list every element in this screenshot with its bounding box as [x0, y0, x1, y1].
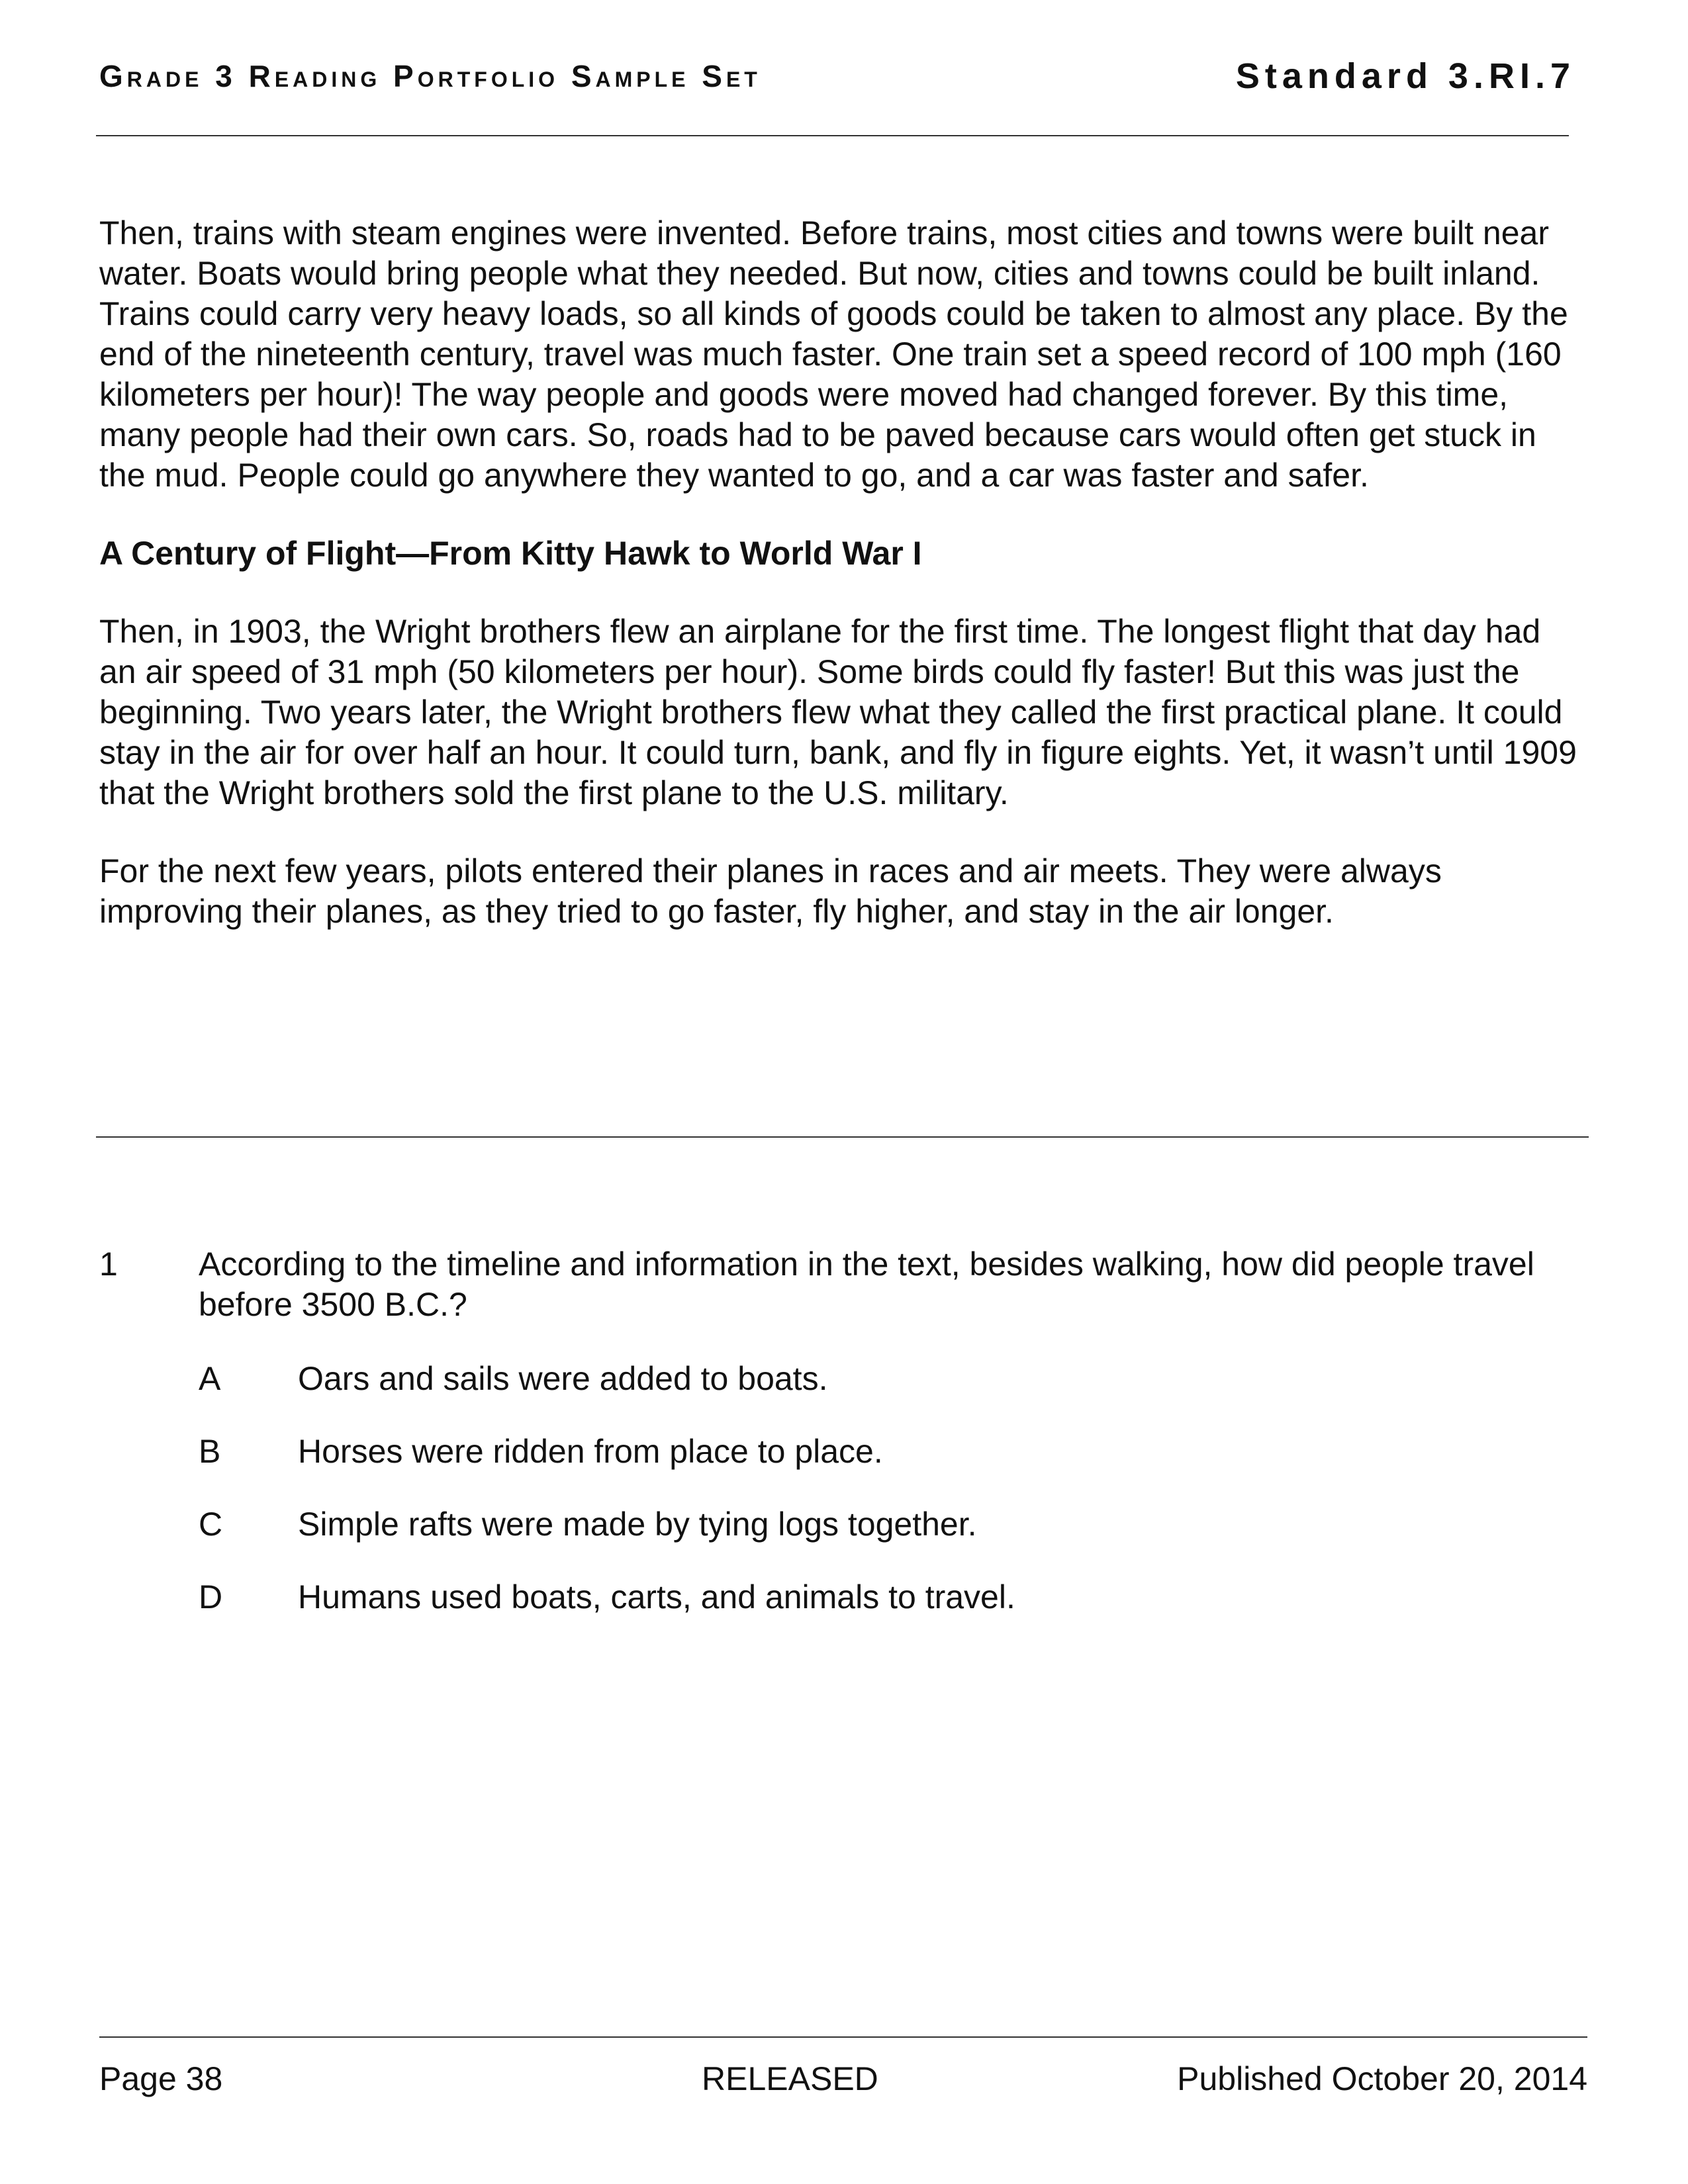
answer-choice-b[interactable]	[199, 1432, 1582, 1472]
publish-date: Published October 20, 2014	[1177, 2060, 1587, 2097]
answer-choice-d[interactable]	[199, 1577, 1582, 1617]
answer-choice-c[interactable]	[199, 1504, 1582, 1545]
passage-paragraph: Then, trains with steam engines were invented. Before trains, most cities and towns were built near water. Boats would bring people what they needed. But now, cities and towns could be built inland. Trains could carry very heavy loads, so all kinds of goods could be taken to almost any place. By the end of the nineteenth century, travel was much faster. One train set a speed record of 100 mph (160 kilometers per hour)! The way people and goods were moved had changed forever. By this time, many people had their own cars. So, roads had to be paved because cars would often get stuck in the mud. People could go anywhere they wanted to go, and a car was faster and safer.	[99, 214, 1568, 494]
answer-choices	[199, 1359, 1582, 1617]
reading-passage	[99, 213, 1582, 970]
choice-letter: C	[199, 1506, 223, 1543]
choice-text: Humans used boats, carts, and animals to travel.	[298, 1578, 1015, 1615]
question-number: 1	[99, 1246, 118, 1283]
release-status: RELEASED	[702, 2060, 878, 2097]
document-header-title: Grade 3 Reading Portfolio Sample Set	[99, 59, 761, 93]
choice-letter: D	[199, 1578, 223, 1615]
choice-text: Simple rafts were made by tying logs together.	[298, 1506, 977, 1543]
passage-paragraph: Then, in 1903, the Wright brothers flew an airplane for the first time. The longest flight that day had an air speed of 31 mph (50 kilometers per hour). Some birds could fly faster! But this was just the beginning. Two years later, the Wright brothers flew what they called the first practical plane. It could stay in the air for over half an hour. It could turn, bank, and fly in figure eights. Yet, it wasn’t until 1909 that the Wright brothers sold the first plane to the U.S. military.	[99, 613, 1577, 811]
standard-label: Standard 3.RI.7	[1235, 56, 1575, 96]
choice-text: Oars and sails were added to boats.	[298, 1360, 828, 1397]
answer-choice-a[interactable]	[199, 1359, 1582, 1399]
page-number: Page 38	[99, 2060, 223, 2097]
choice-text: Horses were ridden from place to place.	[298, 1433, 883, 1470]
header-divider	[96, 135, 1569, 136]
section-divider	[96, 1136, 1589, 1138]
choice-letter: A	[199, 1360, 221, 1397]
footer-divider	[99, 2036, 1587, 2038]
choice-letter: B	[199, 1433, 221, 1470]
question-stem: According to the timeline and information in the text, besides walking, how did people travel before 3500 B.C.?	[199, 1246, 1534, 1323]
passage-paragraph: For the next few years, pilots entered their planes in races and air meets. They were always improving their planes, as they tried to go faster, fly higher, and stay in the air longer.	[99, 852, 1442, 930]
question-1	[99, 1244, 1582, 1650]
passage-subheading: A Century of Flight—From Kitty Hawk to World War I	[99, 535, 922, 572]
